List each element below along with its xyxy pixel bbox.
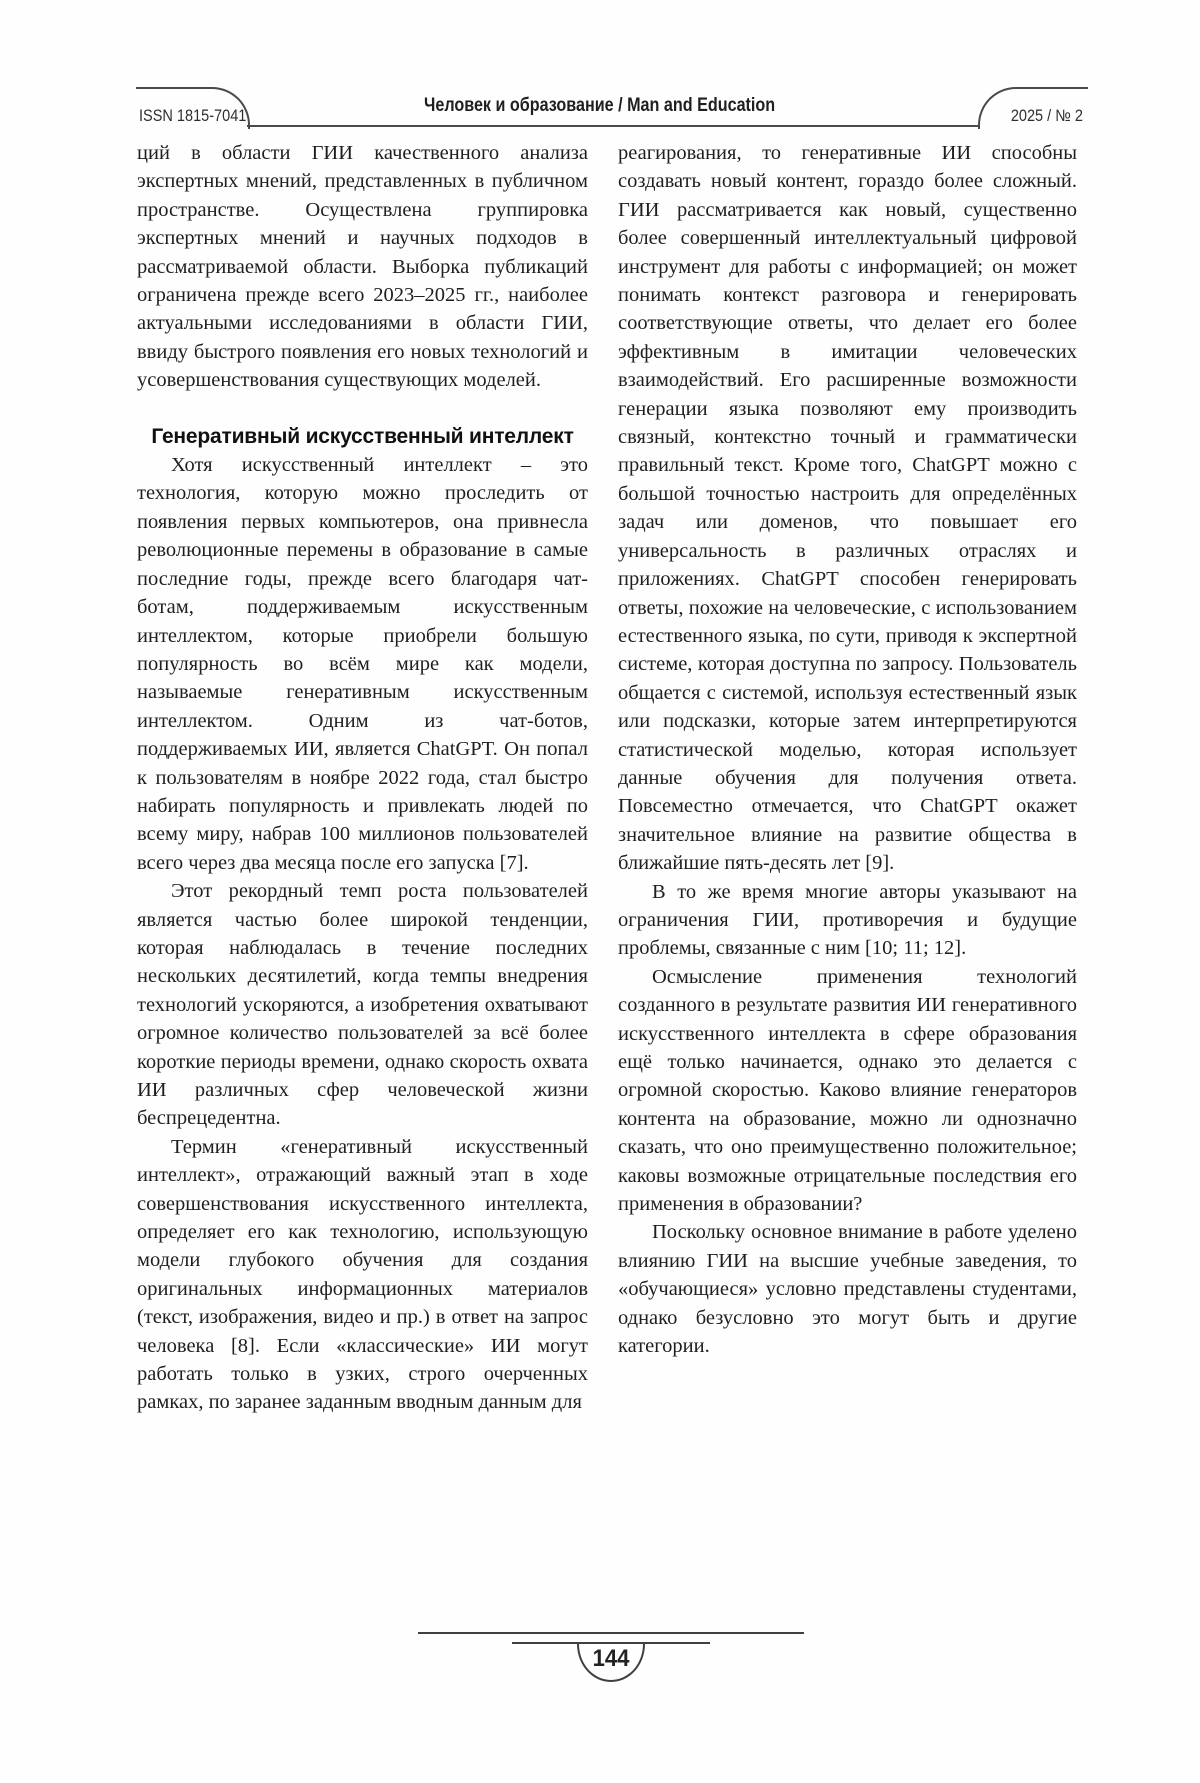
journal-title bbox=[0, 95, 1200, 117]
article-body bbox=[137, 139, 1077, 1417]
paragraph: Поскольку основное внимание в работе уделено влиянию ГИИ на высшие учебные заведения, то «обучающиеся» условно представлены студентами, однако безусловно это могут быть и другие категории. bbox=[618, 1221, 1077, 1358]
page-number: 144 bbox=[592, 1645, 630, 1672]
issue-label: 2025 / № 2 bbox=[1010, 107, 1083, 125]
page-number-tab bbox=[577, 1644, 645, 1682]
paragraph-continuation: ций в области ГИИ качественного анализа экспертных мнений, представленных в публичном пространстве. Осуществлена группировка экспертных мнений и научных подходов в рассматриваемой области. Выборка публикаций ограничена прежде всего 2023–2025 гг., наиболее актуальными исследованиями в области ГИИ, ввиду быстрого появления его новых технологий и усовершенствования существующих моделей. bbox=[137, 142, 588, 392]
paragraph-continuation: реагирования, то генеративные ИИ способны создавать новый контент, гораздо более сложный. ГИИ рассматривается как новый, существенно более совершенный интеллектуальный цифровой инструмент для работы с информацией; он может понимать контекст разговора и генерировать соответствующие ответы, что делает его более эффективным в имитации человеческих взаимодействий. Его расширенные возможности генерации языка позволяют ему производить связный, контекстно точный и грамматически правильный текст. Кроме того, ChatGPT можно с большой точностью настроить для определённых задач или доменов, что повышает его универсальность в различных отраслях и приложениях. ChatGPT способен генерировать ответы, похожие на человеческие, с использованием естественного языка, по сути, приводя к экспертной системе, которая доступна по запросу. Пользователь общается с системой, используя естественный язык или подсказки, которые затем интерпретируются статистической моделью, которая использует данные обучения для получения ответа. Повсеместно отмечается, что ChatGPT окажет значительное влияние на развитие общества в ближайшие пять-десять лет [9]. bbox=[618, 142, 1077, 875]
section-heading: Генеративный искусственный интеллект bbox=[151, 424, 574, 448]
right-column bbox=[618, 139, 1077, 1417]
left-column bbox=[137, 139, 588, 1417]
paragraph: В то же время многие авторы указывают на ограничения ГИИ, противоречия и будущие проблемы, связанные с ним [10; 11; 12]. bbox=[618, 880, 1077, 960]
paragraph: Термин «генеративный искусственный интеллект», отражающий важный этап в ходе совершенствования искусственного интеллекта, определяет его как технологию, использующую модели глубокого обучения для создания оригинальных информационных материалов (текст, изображения, видео и пр.) в ответ на запрос человека [8]. Если «классические» ИИ могут работать только в узких, строго очерченных рамках, по заранее заданным вводным данным для bbox=[137, 1135, 588, 1414]
issn-label: ISSN 1815-7041 bbox=[139, 107, 247, 125]
paragraph: Осмысление применения технологий созданного в результате развития ИИ генеративного искусственного интеллекта в сфере образования ещё только начинается, однако это делается с огромной скоростью. Каково влияние генераторов контента на образование, можно ли однозначно сказать, что оно преимущественно положительное; каковы возможные отрицательные последствия его применения в образовании? bbox=[618, 965, 1077, 1216]
header-rule bbox=[247, 125, 979, 127]
journal-title-text: Человек и образование / Man and Education bbox=[424, 95, 776, 116]
paragraph: Этот рекордный темп роста пользователей является частью более широкой тенденции, которая наблюдалась в течение последних нескольких десятилетий, когда темпы внедрения технологий ускоряются, а изобретения охватывают огромное количество пользователей за всё более короткие периоды времени, однако скорость охвата ИИ различных сфер человеческой жизни беспрецедентна. bbox=[137, 880, 588, 1130]
paragraph: Хотя искусственный интеллект – это технология, которую можно проследить от появления первых компьютеров, она привнесла революционные перемены в образование в самые последние годы, прежде всего благодаря чат-ботам, поддерживаемым искусственным интеллектом, которые приобрели большую популярность во всём мире как модели, называемые генеративным искусственным интеллектом. Одним из чат-ботов, поддерживаемых ИИ, является ChatGPT. Он попал к пользователям в ноябре 2022 года, стал быстро набирать популярность и привлекать людей по всему миру, набрав 100 миллионов пользователей всего через два месяца после его запуска [7]. bbox=[137, 454, 588, 874]
footer-rule-long bbox=[418, 1632, 804, 1634]
